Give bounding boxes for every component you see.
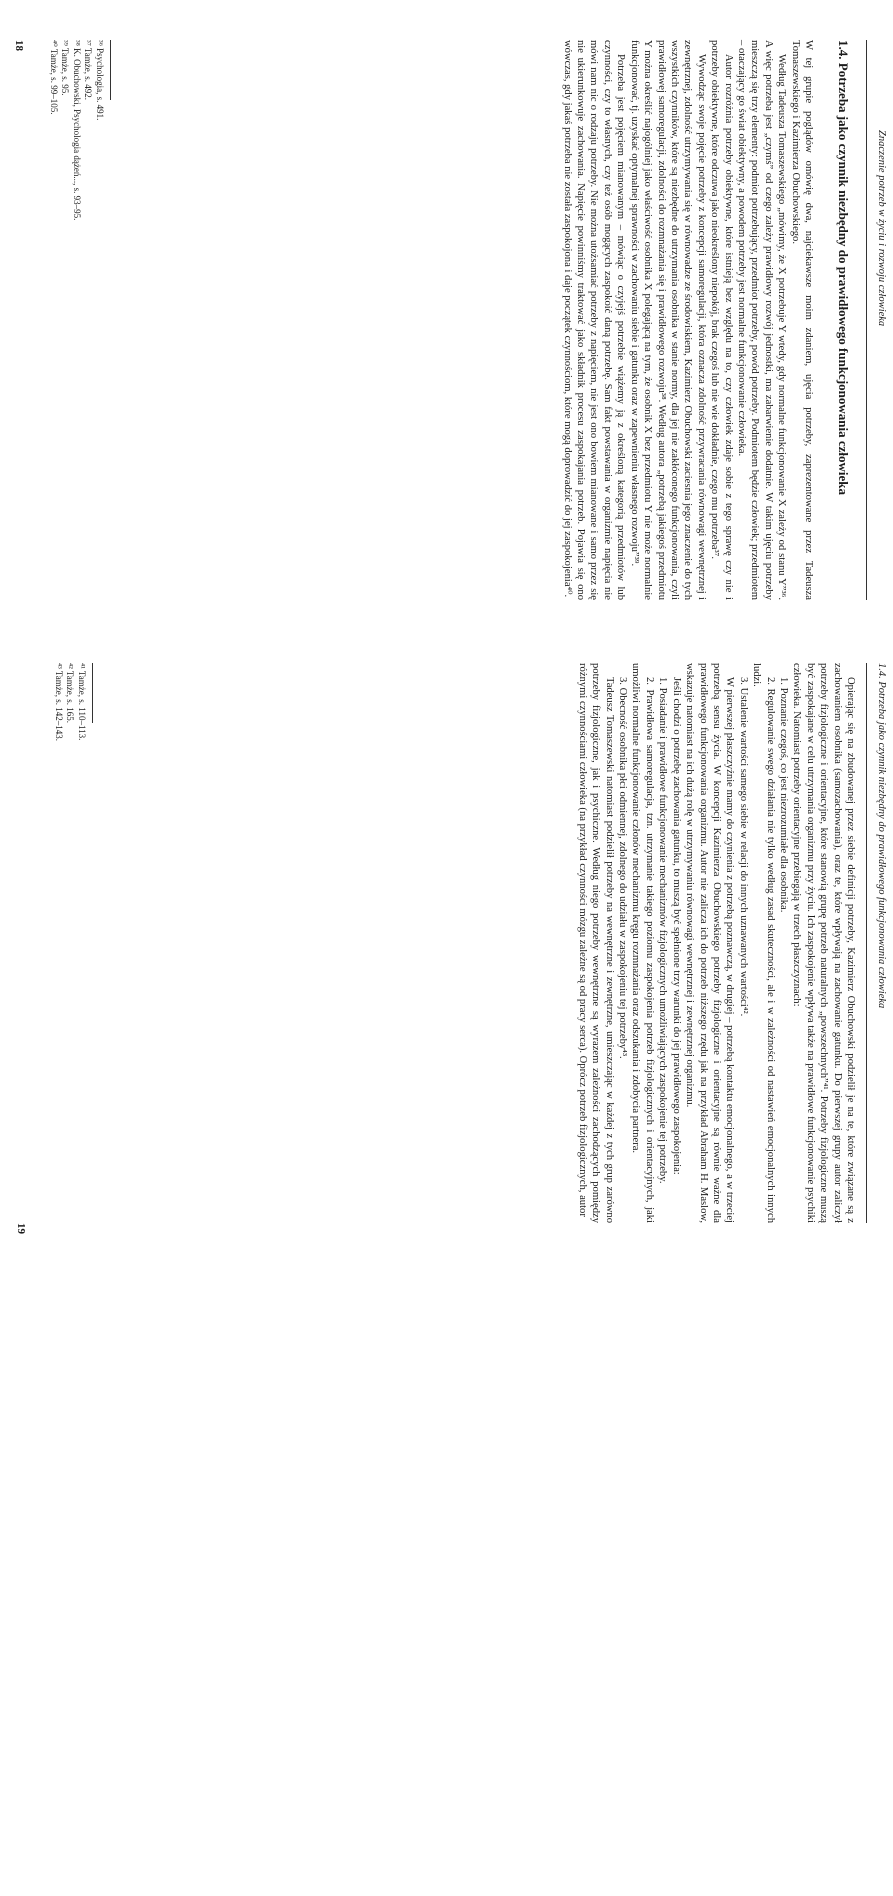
running-head: 1.4. Potrzeba jako czynnik niezbędny do prawidłowego funkcjonowania człowieka [876,663,887,1009]
paragraph: W pierwszej płaszczyźnie mamy do czynienia z potrzebą poznawczą, w drugiej – potrzebą kontaktu emocjonalnego, a w trzeciej potrzebą sensu życia. W koncepcji Kazimierza Obuchowskiego potrzeby fizjologiczne i orientacyjne są równie ważne dla prawidłowego funkcjonowania organizmu. Autor nie zalicza ich do potrzeb niższego rzędu jak na przykład Abraham H. Maslow, wskazuje natomiast na ich dużą rolę w utrzymywaniu równowagi wewnętrznej i zewnętrznej organizmu. [684,663,736,1223]
footnote: ³⁹ Tamże, s. 95. [60,40,71,96]
paragraph: W tej grupie poglądów omówię dwa, najciekawsze moim zdaniem, ujęcia potrzeby, zaprezentowane przez Tadeusza Tomaszewskiego i Kazimierza Obuchowskiego. [789,40,814,600]
footnote: ³⁸ K. Obuchowski, Psychologia dążeń..., s. 93–95. [72,40,82,221]
footnote: ⁴¹ Tamże, s. 110–113. [77,663,87,741]
footnotes [53,663,88,1223]
footnote-rule [110,40,111,100]
paragraph: Potrzeba jest pojęciem mianowanym – mówiąc o czyjejś potrzebie wiążemy ją z określoną kategorią przedmiotów lub czynności, czy to własnych, czy też osób mogących zaspokoić daną potrzebę. Sam fakt powstawania w organizmie napięcia nie mówi nam nic o rodzaju potrzeby. Nie można utożsamiać potrzeby z napięciem, nie jest ono bowiem mianowane i samo przez się nie ukierunkowuje zachowania. Napięcie powinniśmy traktować jako składnik procesu zaspokajania potrzeb. Pojawia się ono wówczas, gdy jakaś potrzeba nie została zaspokojona i daje początek czynnościom, które mogą doprowadzić do jej zaspokojenia⁴⁰. [561,40,627,600]
paragraph: Według Tadeusza Tomaszewskiego „mówimy, że X potrzebuje Y wtedy, gdy normalne funkcjonowanie X zależy od stanu Y”³⁶. A więc potrzeba jest „czymś” od czego zależy prawidłowy rozwój jednostki, ma zabarwienie dodatnie. W takim ujęciu potrzeby mieszczą się trzy elementy: podmiot potrzebujący, przedmiot potrzeby, powód potrzeby. Podmiotem będzie człowiek; przedmiotem – otaczający go świat obiektywny, a powodem potrzeby jest normalne funkcjonowanie człowieka. [735,40,788,600]
paragraph: 3. Ustalenie wartości samego siebie w relacji do innych uznawanych wartości⁴². [737,677,749,1017]
footnote: ³⁷ Tamże, s. 492. [83,40,94,101]
left-body-text [560,40,815,600]
page-number: 18 [13,40,25,51]
header-rule [866,40,867,600]
footnote: ⁴³ Tamże, s. 142–143. [54,663,64,742]
page-number: 19 [15,1223,27,1234]
footnote-rule [92,663,93,723]
section-heading: 1.4. Potrzeba jako czynnik niezbędny do prawidłowego funkcjonowania człowieka [836,40,851,496]
paragraph: 3. Obecność osobnika płci odmiennej, zdolnego do udziału w zaspokojeniu tej potrzeby⁴³. [617,677,629,1059]
footnote: ⁴² Tamże, s. 165. [65,663,76,724]
paragraph: 1. Poznanie czegoś, co jest niezrozumiałe dla osobnika. [777,677,789,913]
left-page-content [0,0,893,620]
paragraph: Jeśli chodzi o potrzebę zachowania gatunku, to muszą być spełnione trzy warunki do jej prawidłowego zaspokojenia: [670,677,682,1175]
paragraph: 2. Prawidłowa samoregulacja, tzn. utrzymanie takiego poziomu zaspokojenia potrzeb fizjologicznych i orientacyjnych, jaki umożliwi normalne funkcjonowanie członów mechanizmu kręgu rozmnażania oraz odszukania i zdobycia partnera. [630,663,655,1223]
paragraph: Opierając się na zbudowanej przez siebie definicji potrzeby, Kazimierz Obuchowski podzielił je na te, które związane są z zachowaniem osobnika (samozachowania), oraz te, które wpływają na zachowanie gatunku. Do pierwszej grupy autor zaliczył potrzeby fizjologiczne i orientacyjne, które stanowią grupę potrzeb naturalnych „powszechnych”⁴¹. Potrzeby fizjologiczne muszą być zaspokajane w celu utrzymania organizmu przy życiu. Ich zaspokojenie wpływa także na prawidłowe funkcjonowanie psychiki człowieka. Natomiast potrzeby orientacyjne przebiegają w trzech płaszczyznach: [791,663,856,1223]
footnotes [48,40,106,600]
paragraph: Tadeusz Tomaszewski natomiast podzielił potrzeby na wewnętrzne i zewnętrzne, umieszczając w każdej z tych grup zarówno potrzeby fizjologiczne, jak i psychiczne. Według niego potrzeby wewnętrzne są wyrazem zależności zachodzących pomiędzy różnymi czynnościami człowieka (na przykład czynności mózgu zależne są od pracy serca). Oprócz potrzeb fizjologicznych, autor [576,663,615,1223]
paragraph: 2. Regulowanie swego działania nie tylko według zasad skuteczności, ale i w zależności od nastawień emocjonalnych innych ludzi. [751,663,776,1223]
running-head: Znaczenie potrzeb w życiu i rozwoju człowieka [876,130,887,327]
paragraph: Autor rozróżnia potrzeby obiektywne, które istnieją bez względu na to, czy człowiek zdaje sobie z tego sprawę czy nie i potrzeby obiektywne, które odczuwa jako nieokreślony niepokój, brak czegoś lub nie wie dokładnie, czego mu potrzeba³⁷. [709,40,734,600]
right-body-text [575,663,857,1223]
paragraph: Wywodząc swoje pojęcie potrzeby z koncepcji samoregulacji, która oznacza zdolność przywracania równowagi wewnętrznej i zewnętrznej, zdolność utrzymywania się w równowadze ze środowiskiem, Kazimierz Obuchowski zaciesnia jego znaczenie do tych wszystkich czynników, które są niezbędne do utrzymania osobnika w stanie normy, dla jej nie zakłóconego funkcjonowania, czyli prawidłowej samoregulacji, zdolności do rozmnażania się i prawidłowego rozwoju³⁸. Według autora „potrzebą jakiegoś przedmiotu Y można określić najogólniej jako właściwość osobnika X polegającą na tym, że osobnik X bez przedmiotu Y nie może normalnie funkcjonować, tj. uzyskać optymalnej sprawności w zachowaniu siebie i gatunku oraz w zapewnieniu własnego rozwoju”³⁹. [628,40,707,600]
footnote: ⁴⁰ Tamże, s. 99–105. [49,40,59,115]
right-page [15,633,893,1896]
footnote: ³⁶ Psychologia, s. 491. [95,40,105,121]
header-rule [866,663,867,1223]
paragraph: 1. Posiadanie i prawidłowe funkcjonowanie mechanizmów fizjologicznych umożliwiających zaspokojenie tej potrzeby. [657,677,669,1184]
right-page-content [0,633,893,1263]
